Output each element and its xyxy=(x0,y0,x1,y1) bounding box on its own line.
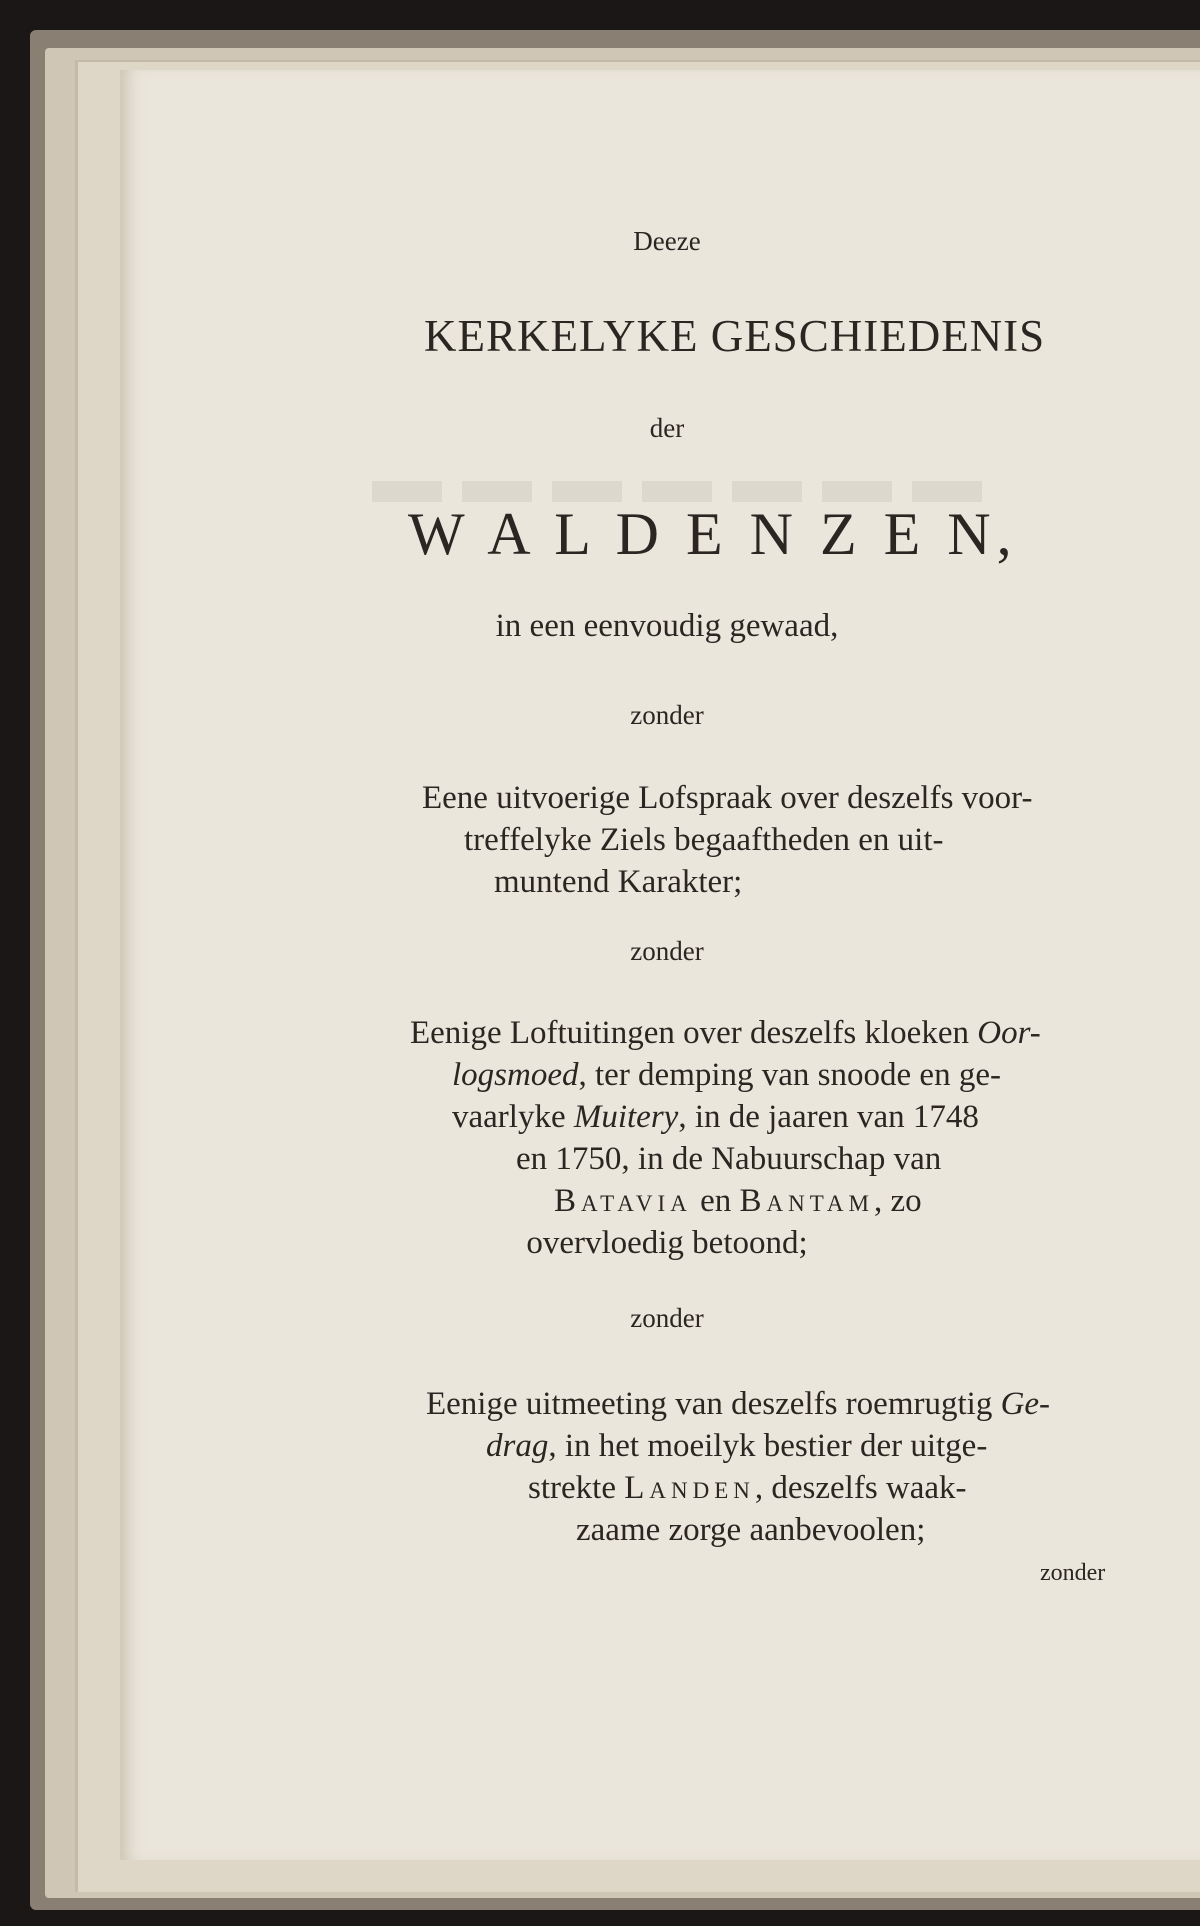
section-text-line: vaarlyke Muitery, in de jaaren van 1748 xyxy=(452,1099,979,1135)
section-text-line: drag, in het moeilyk bestier der uitge- xyxy=(486,1428,988,1464)
page-title: KERKELYKE GESCHIEDENIS xyxy=(424,311,1046,361)
section-label: zonder xyxy=(630,1303,704,1333)
opening-word: Deeze xyxy=(633,226,701,256)
section-label: zonder xyxy=(630,936,704,966)
section-text-line: logsmoed, ter demping van snoode en ge- xyxy=(452,1057,1001,1093)
subject-heading: W A L D E N Z E N, xyxy=(408,501,1018,567)
section-label: zonder xyxy=(630,700,704,730)
book-page xyxy=(120,70,1200,1860)
section-text-line: muntend Karakter; xyxy=(494,864,743,900)
title-connector: der xyxy=(649,413,685,443)
section-text-line: Batavia en Bantam, zo xyxy=(554,1183,922,1219)
section-text-line: Eenige Loftuitingen over deszelfs kloeken Oor- xyxy=(410,1015,1041,1051)
subtitle: in een eenvoudig gewaad, xyxy=(495,608,839,644)
section-text-line: en 1750, in de Nabuurschap van xyxy=(516,1141,942,1177)
section-text-line: zaame zorge aanbevoolen; xyxy=(576,1512,926,1548)
show-through-texture: ▬▬▬▬▬▬▬ xyxy=(352,441,982,518)
section-text-line: strekte Landen, deszelfs waak- xyxy=(528,1470,967,1506)
section-text-line: Eene uitvoerige Lofspraak over deszelfs voor- xyxy=(422,780,1033,816)
section-text-line: treffelyke Ziels begaaftheden en uit- xyxy=(464,822,944,858)
catchword: zonder xyxy=(1040,1560,1106,1586)
section-text-line: Eenige uitmeeting van deszelfs roemrugtig Ge- xyxy=(426,1386,1051,1422)
section-text-line: overvloedig betoond; xyxy=(526,1225,808,1261)
